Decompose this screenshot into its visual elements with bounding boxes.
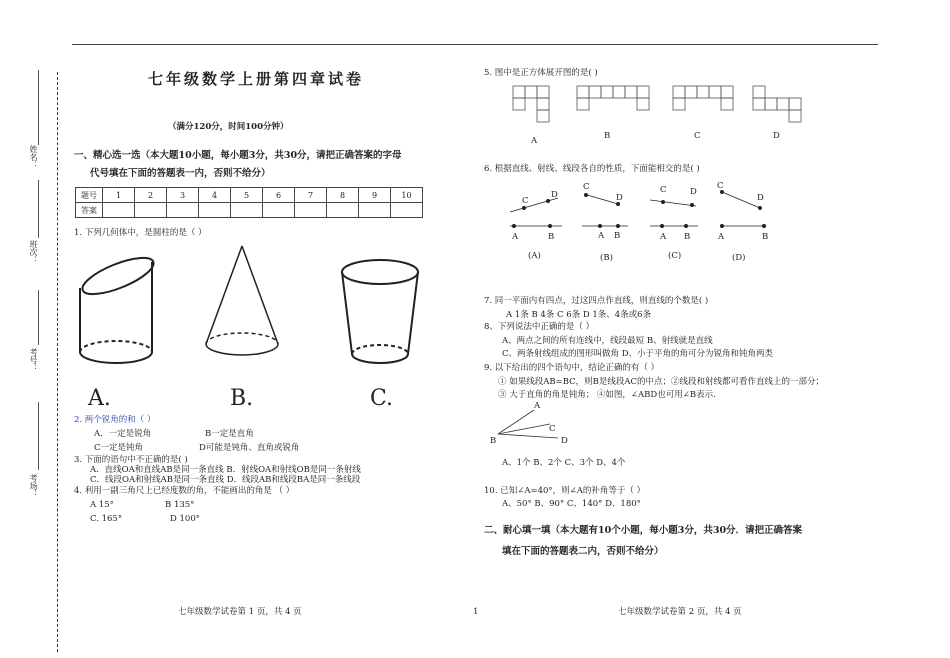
section2-line1: 二、耐心填一填（本大题有10个小题，每小题3分，共30分．请把正确答案 <box>484 525 803 536</box>
section2-line2: 填在下面的答题表二内，否则不给分） <box>502 546 664 557</box>
q9-line1: ① 如果线段AB=BC，则B是线段AC的中点；②线段和射线都可看作直线上的一部分； <box>498 377 825 387</box>
answer-cell[interactable] <box>327 203 359 218</box>
page-title: 七年级数学上册第四章试卷 <box>148 70 365 88</box>
q5-nets-figure <box>505 84 825 129</box>
section1-line1: 一、精心选一选（本大题10小题，每小题3分，共30分，请把正确答案的字母 <box>74 150 402 161</box>
q6-b-label-a: A <box>598 231 605 241</box>
q6-d-label-b: B <box>762 232 769 242</box>
q6-d-label-c: C <box>717 181 724 191</box>
q9-fig-label-d: D <box>561 436 568 446</box>
q2-option-c: C一定是钝角 <box>94 443 144 453</box>
q5-label-b: B <box>604 131 611 141</box>
answer-table-header-answer: 答案 <box>76 203 103 218</box>
q5-label-c: C <box>694 131 701 141</box>
q2-option-a: A．一定是锐角 <box>94 429 152 439</box>
answer-cell[interactable] <box>263 203 295 218</box>
binding-line <box>57 72 58 652</box>
q6-b-label-b: B <box>614 231 621 241</box>
side-label-class: 班次： <box>29 240 38 264</box>
answer-table-col: 7 <box>295 188 327 203</box>
q4-option-c: C. 165° <box>90 514 123 524</box>
answer-cell[interactable] <box>135 203 167 218</box>
answer-table-col: 3 <box>167 188 199 203</box>
q10-text: 10. 已知∠A=40°，则∠A的补角等于（ ） <box>484 486 646 496</box>
q6-fig-a <box>510 198 562 228</box>
side-line-name <box>38 70 39 145</box>
answer-table-col: 5 <box>231 188 263 203</box>
net-a-shape <box>513 86 549 122</box>
q10-options: A、50° B、90° C、140° D、180° <box>502 499 641 509</box>
q2-text: 2. 两个锐角的和（ ） <box>74 415 156 425</box>
q6-d-label-a: A <box>718 232 725 242</box>
q6-c-label-b: B <box>684 232 691 242</box>
q6-label-a: (A) <box>528 251 541 261</box>
answer-table-col: 8 <box>327 188 359 203</box>
side-line-examno <box>38 290 39 345</box>
subtitle: （满分120分，时间100分钟） <box>168 122 289 132</box>
q1-label-a: A. <box>88 386 111 411</box>
q8-options-cd: C、两条射线组成的图形叫做角 D、小于平角的角可分为锐角和钝角两类 <box>502 349 774 359</box>
page-number: 1 <box>473 607 479 617</box>
answer-cell[interactable] <box>231 203 263 218</box>
q1-label-c: C. <box>370 386 394 411</box>
q3-options-ab: A．直线OA和直线AB是同一条直线 B．射线OA和射线OB是同一条射线 <box>90 465 361 475</box>
section1-line2: 代号填在下面的答题表一内，否则不给分） <box>90 168 271 179</box>
side-line-class <box>38 180 39 238</box>
q4-option-d: D 100° <box>170 514 200 524</box>
net-c-shape <box>673 86 733 110</box>
q5-text: 5. 图中是正方体展开图的是( ) <box>484 68 598 78</box>
q7-options: A 1条 B 4条 C 6条 D 1条、4条或6条 <box>506 310 652 320</box>
q3-options-cd: C．线段OA和射线AB是同一条直线 D．线段AB和线段BA是同一条线段 <box>90 475 361 485</box>
answer-cell[interactable] <box>295 203 327 218</box>
q6-a-label-d: D <box>551 190 558 200</box>
q4-text: 4. 利用一副三角尺上已经度数的角，不能画出的角是 （ ） <box>74 486 295 496</box>
q6-a-label-a: A <box>512 232 519 242</box>
q9-fig-label-c: C <box>549 424 556 434</box>
net-d-shape <box>753 86 801 122</box>
q6-label-c: (C) <box>668 251 682 261</box>
q6-a-label-c: C <box>522 196 529 206</box>
answer-cell[interactable] <box>359 203 391 218</box>
answer-cell[interactable] <box>391 203 423 218</box>
q6-b-label-d: D <box>616 193 623 203</box>
q9-line2: ③ 大于直角的角是钝角； ④如图，∠ABD也可用∠B表示. <box>498 390 716 400</box>
q6-a-label-b: B <box>548 232 555 242</box>
q2-option-d: D可能是钝角、直角或锐角 <box>199 443 300 453</box>
q4-option-a: A 15° <box>90 500 114 510</box>
q5-label-a: A <box>531 136 538 146</box>
side-label-examno: 考号： <box>29 348 38 372</box>
net-b-shape <box>577 86 649 110</box>
answer-table-col: 4 <box>199 188 231 203</box>
answer-cell[interactable] <box>103 203 135 218</box>
q6-c-label-d: D <box>690 187 697 197</box>
q6-lines-figure <box>500 178 800 248</box>
side-label-name: 姓名： <box>29 145 38 169</box>
q6-fig-c <box>650 200 698 228</box>
frustum-shape <box>342 260 418 363</box>
answer-cell[interactable] <box>199 203 231 218</box>
q8-options-ab: A、两点之间的所有连线中，线段最短 B、射线就是直线 <box>502 336 713 346</box>
side-line-room <box>38 402 39 470</box>
answer-table <box>75 187 423 218</box>
q6-c-label-a: A <box>660 232 667 242</box>
q4-option-b: B 135° <box>165 500 195 510</box>
cone-shape <box>206 246 278 355</box>
q9-fig-label-a: A <box>534 401 541 411</box>
q1-text: 1. 下列几何体中，是圆柱的是（ ） <box>74 228 207 238</box>
answer-table-col: 6 <box>263 188 295 203</box>
answer-table-col: 9 <box>359 188 391 203</box>
q6-d-label-d: D <box>757 193 764 203</box>
q1-label-b: B. <box>230 386 254 411</box>
answer-table-col: 10 <box>391 188 423 203</box>
q2-option-b: B一定是直角 <box>205 429 254 439</box>
q8-text: 8、下列说法中正确的是（ ） <box>484 322 595 332</box>
q6-label-d: (D) <box>732 253 746 263</box>
side-label-room: 考场： <box>29 474 38 498</box>
q7-text: 7. 同一平面内有四点，过这四点作直线，则直线的个数是( ) <box>484 296 709 306</box>
answer-table-header-number: 题号 <box>76 188 103 203</box>
q3-text: 3. 下面的语句中不正确的是( ) <box>74 455 188 465</box>
q6-c-label-c: C <box>660 185 667 195</box>
q6-b-label-c: C <box>583 182 590 192</box>
q5-label-d: D <box>773 131 780 141</box>
slanted-cylinder-shape <box>78 251 157 363</box>
q9-options: A、1个 B、2个 C、3个 D、4个 <box>502 458 626 468</box>
q6-label-b: (B) <box>600 253 613 263</box>
q9-text: 9. 以下给出的四个语句中，结论正确的有（ ） <box>484 363 660 373</box>
q9-fig-label-b: B <box>490 436 497 446</box>
footer-left: 七年级数学试卷第 1 页，共 4 页 <box>178 607 302 617</box>
answer-cell[interactable] <box>167 203 199 218</box>
answer-table-col: 2 <box>135 188 167 203</box>
footer-right: 七年级数学试卷第 2 页，共 4 页 <box>618 607 742 617</box>
answer-table-col: 1 <box>103 188 135 203</box>
q6-text: 6. 根据直线、射线、线段各自的性质，下面能相交的是( ) <box>484 164 700 174</box>
top-rule <box>72 44 878 45</box>
